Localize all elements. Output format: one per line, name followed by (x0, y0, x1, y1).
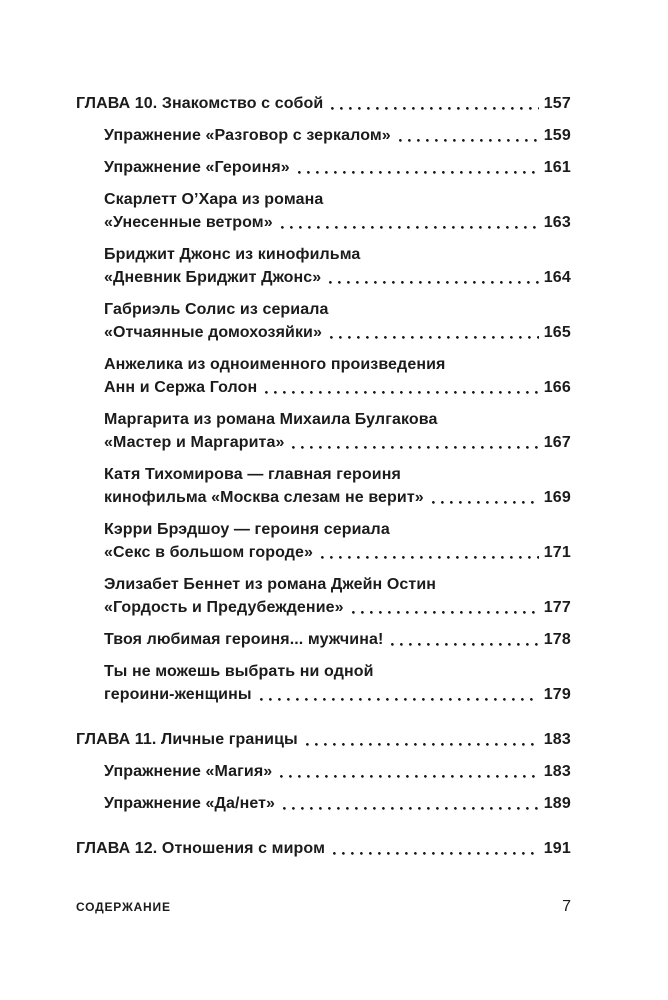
toc-entry-line (76, 837, 571, 860)
toc-sub-entry (76, 518, 571, 564)
dot-leader (331, 107, 538, 110)
dot-leader (260, 698, 539, 701)
toc-entry-text: Анжелика из одноименного произведения (104, 356, 446, 373)
toc-page-number: 189 (543, 795, 571, 812)
toc-sub-entry (76, 243, 571, 289)
toc-entry-text: Упражнение «Магия» (104, 763, 273, 780)
toc-entry-line (104, 298, 571, 321)
toc-entry-text: «Гордость и Предубеждение» (104, 599, 344, 616)
toc-chapter-entry (76, 728, 571, 751)
toc-page-number: 169 (543, 489, 571, 506)
dot-leader (292, 446, 538, 449)
toc-entry-line (104, 463, 571, 486)
toc-entry-text: «Мастер и Маргарита» (104, 434, 285, 451)
toc-page-number: 178 (543, 631, 571, 648)
toc-page-number: 177 (543, 599, 571, 616)
toc-entry-text: Твоя любимая героиня... мужчина! (104, 631, 384, 648)
dot-leader (283, 807, 539, 810)
dot-leader (352, 611, 539, 614)
toc-sub-entry (76, 298, 571, 344)
toc-entry-line (104, 792, 571, 815)
toc-chapter-entry (76, 837, 571, 860)
toc-entry-text: Габриэль Солис из сериала (104, 301, 329, 318)
toc-page-number: 179 (543, 686, 571, 703)
toc-entry-line (104, 541, 571, 564)
footer-section-label: СОДЕРЖАНИЕ (76, 900, 171, 914)
toc-entry-text: ГЛАВА 11. Личные границы (76, 731, 298, 748)
toc-sub-entry (76, 760, 571, 783)
toc-entry-line (104, 243, 571, 266)
toc-sub-entry (76, 628, 571, 651)
toc-entry-line (104, 321, 571, 344)
toc-list (76, 92, 571, 869)
toc-page-number: 165 (543, 324, 571, 341)
toc-page-number: 183 (543, 731, 571, 748)
toc-sub-entry (76, 573, 571, 619)
toc-entry-line (104, 266, 571, 289)
toc-entry-text: Упражнение «Героиня» (104, 159, 290, 176)
toc-entry-line (104, 628, 571, 651)
toc-entry-text: «Дневник Бриджит Джонс» (104, 269, 322, 286)
toc-page-number: 161 (543, 159, 571, 176)
toc-sub-entry (76, 156, 571, 179)
toc-entry-text: «Унесенные ветром» (104, 214, 273, 231)
toc-entry-line (104, 431, 571, 454)
dot-leader (298, 171, 539, 174)
toc-page-number: 164 (543, 269, 571, 286)
toc-page-number: 167 (543, 434, 571, 451)
toc-page-number: 157 (543, 95, 571, 112)
toc-entry-text: Скарлетт О’Хара из романа (104, 191, 324, 208)
toc-entry-line (104, 408, 571, 431)
toc-entry-text: кинофильма «Москва слезам не верит» (104, 489, 424, 506)
toc-sub-entry (76, 124, 571, 147)
toc-entry-line (104, 486, 571, 509)
toc-page-number: 163 (543, 214, 571, 231)
dot-leader (329, 281, 538, 284)
toc-entry-text: «Секс в большом городе» (104, 544, 314, 561)
toc-entry-line (104, 188, 571, 211)
toc-entry-line (104, 760, 571, 783)
toc-entry-line (104, 211, 571, 234)
toc-page-number: 166 (543, 379, 571, 396)
toc-entry-line (104, 124, 571, 147)
dot-leader (265, 391, 538, 394)
toc-entry-line (104, 518, 571, 541)
dot-leader (391, 643, 538, 646)
toc-entry-text: Маргарита из романа Михаила Булгакова (104, 411, 438, 428)
toc-entry-text: Ты не можешь выбрать ни одной (104, 663, 374, 680)
toc-entry-line (104, 683, 571, 706)
dot-leader (432, 501, 539, 504)
toc-sub-entry (76, 463, 571, 509)
toc-page-number: 191 (543, 840, 571, 857)
toc-entry-text: «Отчаянные домохозяйки» (104, 324, 322, 341)
toc-sub-entry (76, 353, 571, 399)
toc-entry-text: героини-женщины (104, 686, 252, 703)
toc-entry-line (104, 596, 571, 619)
footer-page-number: 7 (562, 898, 571, 915)
toc-entry-text: ГЛАВА 12. Отношения с миром (76, 840, 326, 857)
dot-leader (306, 743, 539, 746)
dot-leader (399, 139, 539, 142)
toc-entry-text: Кэрри Брэдшоу — героиня сериала (104, 521, 390, 538)
toc-entry-line (104, 376, 571, 399)
toc-page-number: 159 (543, 127, 571, 144)
dot-leader (333, 852, 539, 855)
toc-sub-entry (76, 188, 571, 234)
dot-leader (280, 775, 538, 778)
toc-sub-entry (76, 792, 571, 815)
toc-entry-text: Катя Тихомирова — главная героиня (104, 466, 401, 483)
toc-entry-text: Элизабет Беннет из романа Джейн Остин (104, 576, 437, 593)
toc-entry-line (104, 156, 571, 179)
toc-entry-line (76, 92, 571, 115)
toc-entry-line (104, 660, 571, 683)
dot-leader (281, 226, 539, 229)
page-footer (76, 898, 571, 916)
toc-sub-entry (76, 408, 571, 454)
toc-page-number: 171 (543, 544, 571, 561)
dot-leader (330, 336, 539, 339)
toc-chapter-entry (76, 92, 571, 115)
toc-entry-text: Упражнение «Да/нет» (104, 795, 276, 812)
toc-entry-line (104, 353, 571, 376)
toc-entry-line (76, 728, 571, 751)
toc-entry-text: Анн и Сержа Голон (104, 379, 258, 396)
toc-entry-line (104, 573, 571, 596)
toc-entry-text: Упражнение «Разговор с зеркалом» (104, 127, 391, 144)
toc-entry-text: Бриджит Джонс из кинофильма (104, 246, 361, 263)
toc-sub-entry (76, 660, 571, 706)
toc-page-number: 183 (543, 763, 571, 780)
dot-leader (321, 556, 539, 559)
toc-entry-text: ГЛАВА 10. Знакомство с собой (76, 95, 324, 112)
